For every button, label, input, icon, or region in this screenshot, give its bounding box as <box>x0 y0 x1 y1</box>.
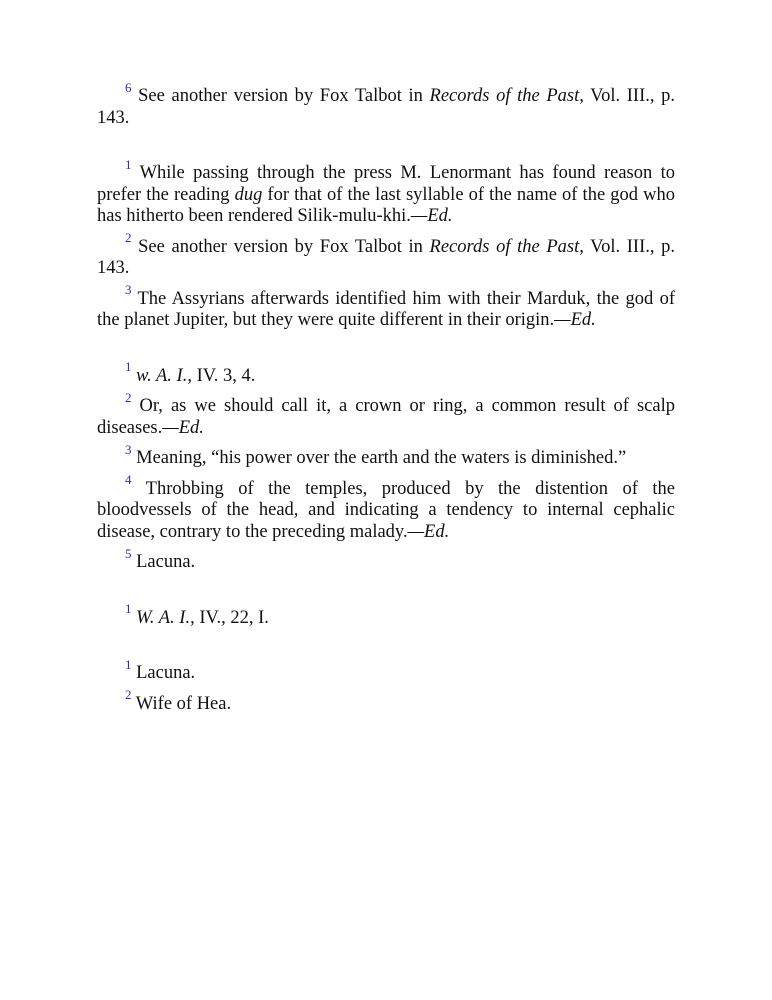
footnote-text: Vol. III., p. 143. <box>97 86 676 128</box>
book-title: Records of the Past, <box>429 236 584 257</box>
source-abbrev: w. A. I. <box>136 365 188 386</box>
footnote-group <box>97 79 676 129</box>
footnote-ref-link[interactable]: 2 <box>125 687 132 703</box>
footnote-text: Lacuna. <box>136 663 196 683</box>
footnote-group <box>97 601 675 630</box>
footnote-ref-link[interactable]: 1 <box>125 601 132 617</box>
footnote <box>97 601 675 630</box>
footnote <box>97 156 676 228</box>
footnote-ref-link[interactable]: 2 <box>125 389 132 405</box>
footnote <box>97 687 675 716</box>
footnote-group <box>97 156 676 332</box>
footnote-ref-link[interactable]: 4 <box>125 472 132 488</box>
group-spacer <box>97 138 675 163</box>
footnote <box>97 545 675 574</box>
emphasis-word: dug <box>234 184 263 205</box>
source-abbrev: W. A. I. <box>136 607 191 628</box>
footnote <box>97 656 675 685</box>
footnote <box>97 389 675 439</box>
footnote <box>97 79 676 129</box>
footnote-group <box>97 359 675 574</box>
footnote <box>97 441 675 470</box>
footnote-text: Throbbing of the temples, produced by the distention of the bloodvessels of the head, and indicating a tendency to internal cephalic disease, contrary to the preceding malady. <box>97 478 675 542</box>
footnote <box>97 230 676 280</box>
footnote-text: The Assyrians afterwards identified him with their Marduk, the god of the planet Jupiter, but they were quite different in their origin. <box>97 288 675 330</box>
footnote-ref-link[interactable]: 1 <box>125 359 132 375</box>
footnote-ref-link[interactable]: 5 <box>125 545 132 561</box>
footnotes-page <box>97 79 676 724</box>
footnote-ref-link[interactable]: 3 <box>125 441 132 457</box>
editor-mark: —Ed. <box>407 521 450 542</box>
footnote-ref-link[interactable]: 3 <box>125 282 132 298</box>
footnote-text: While passing through the press M. Lenormant has found reason to prefer the reading <box>97 163 676 205</box>
editor-mark: —Ed. <box>554 310 596 330</box>
footnote-text: Wife of Hea. <box>135 693 232 714</box>
footnote-ref-link[interactable]: 1 <box>125 656 132 672</box>
group-spacer <box>97 638 675 663</box>
footnote <box>97 359 675 388</box>
group-spacer <box>97 341 675 366</box>
footnote <box>97 282 675 332</box>
footnote <box>97 472 675 544</box>
footnote-text: Or, as we should call it, a crown or ring, a common result of scalp diseases. <box>97 396 675 438</box>
footnote-ref-link[interactable]: 6 <box>125 79 132 95</box>
footnote-text: Vol. III., p. 143. <box>97 236 676 278</box>
footnote-text: , IV., 22, I. <box>190 607 269 628</box>
footnote-ref-link[interactable]: 2 <box>125 230 132 246</box>
footnote-group <box>97 656 675 715</box>
footnote-text: See another version by Fox Talbot in <box>138 86 430 106</box>
editor-mark: —Ed. <box>162 417 204 438</box>
footnote-ref-link[interactable]: 1 <box>125 156 132 172</box>
footnote-text: See another version by Fox Talbot in <box>138 236 430 257</box>
footnote-text: for that of the last syllable of the name of the god who has hitherto been rendered Silik-mulu-khi. <box>97 184 675 226</box>
footnote-text: Lacuna. <box>136 552 196 572</box>
footnote-text: , IV. 3, 4. <box>187 365 256 386</box>
group-spacer <box>97 583 675 608</box>
book-title: Records of the Past, <box>429 86 584 106</box>
editor-mark: —Ed. <box>410 206 453 226</box>
footnote-text: Meaning, “his power over the earth and the waters is diminished.” <box>136 448 627 468</box>
